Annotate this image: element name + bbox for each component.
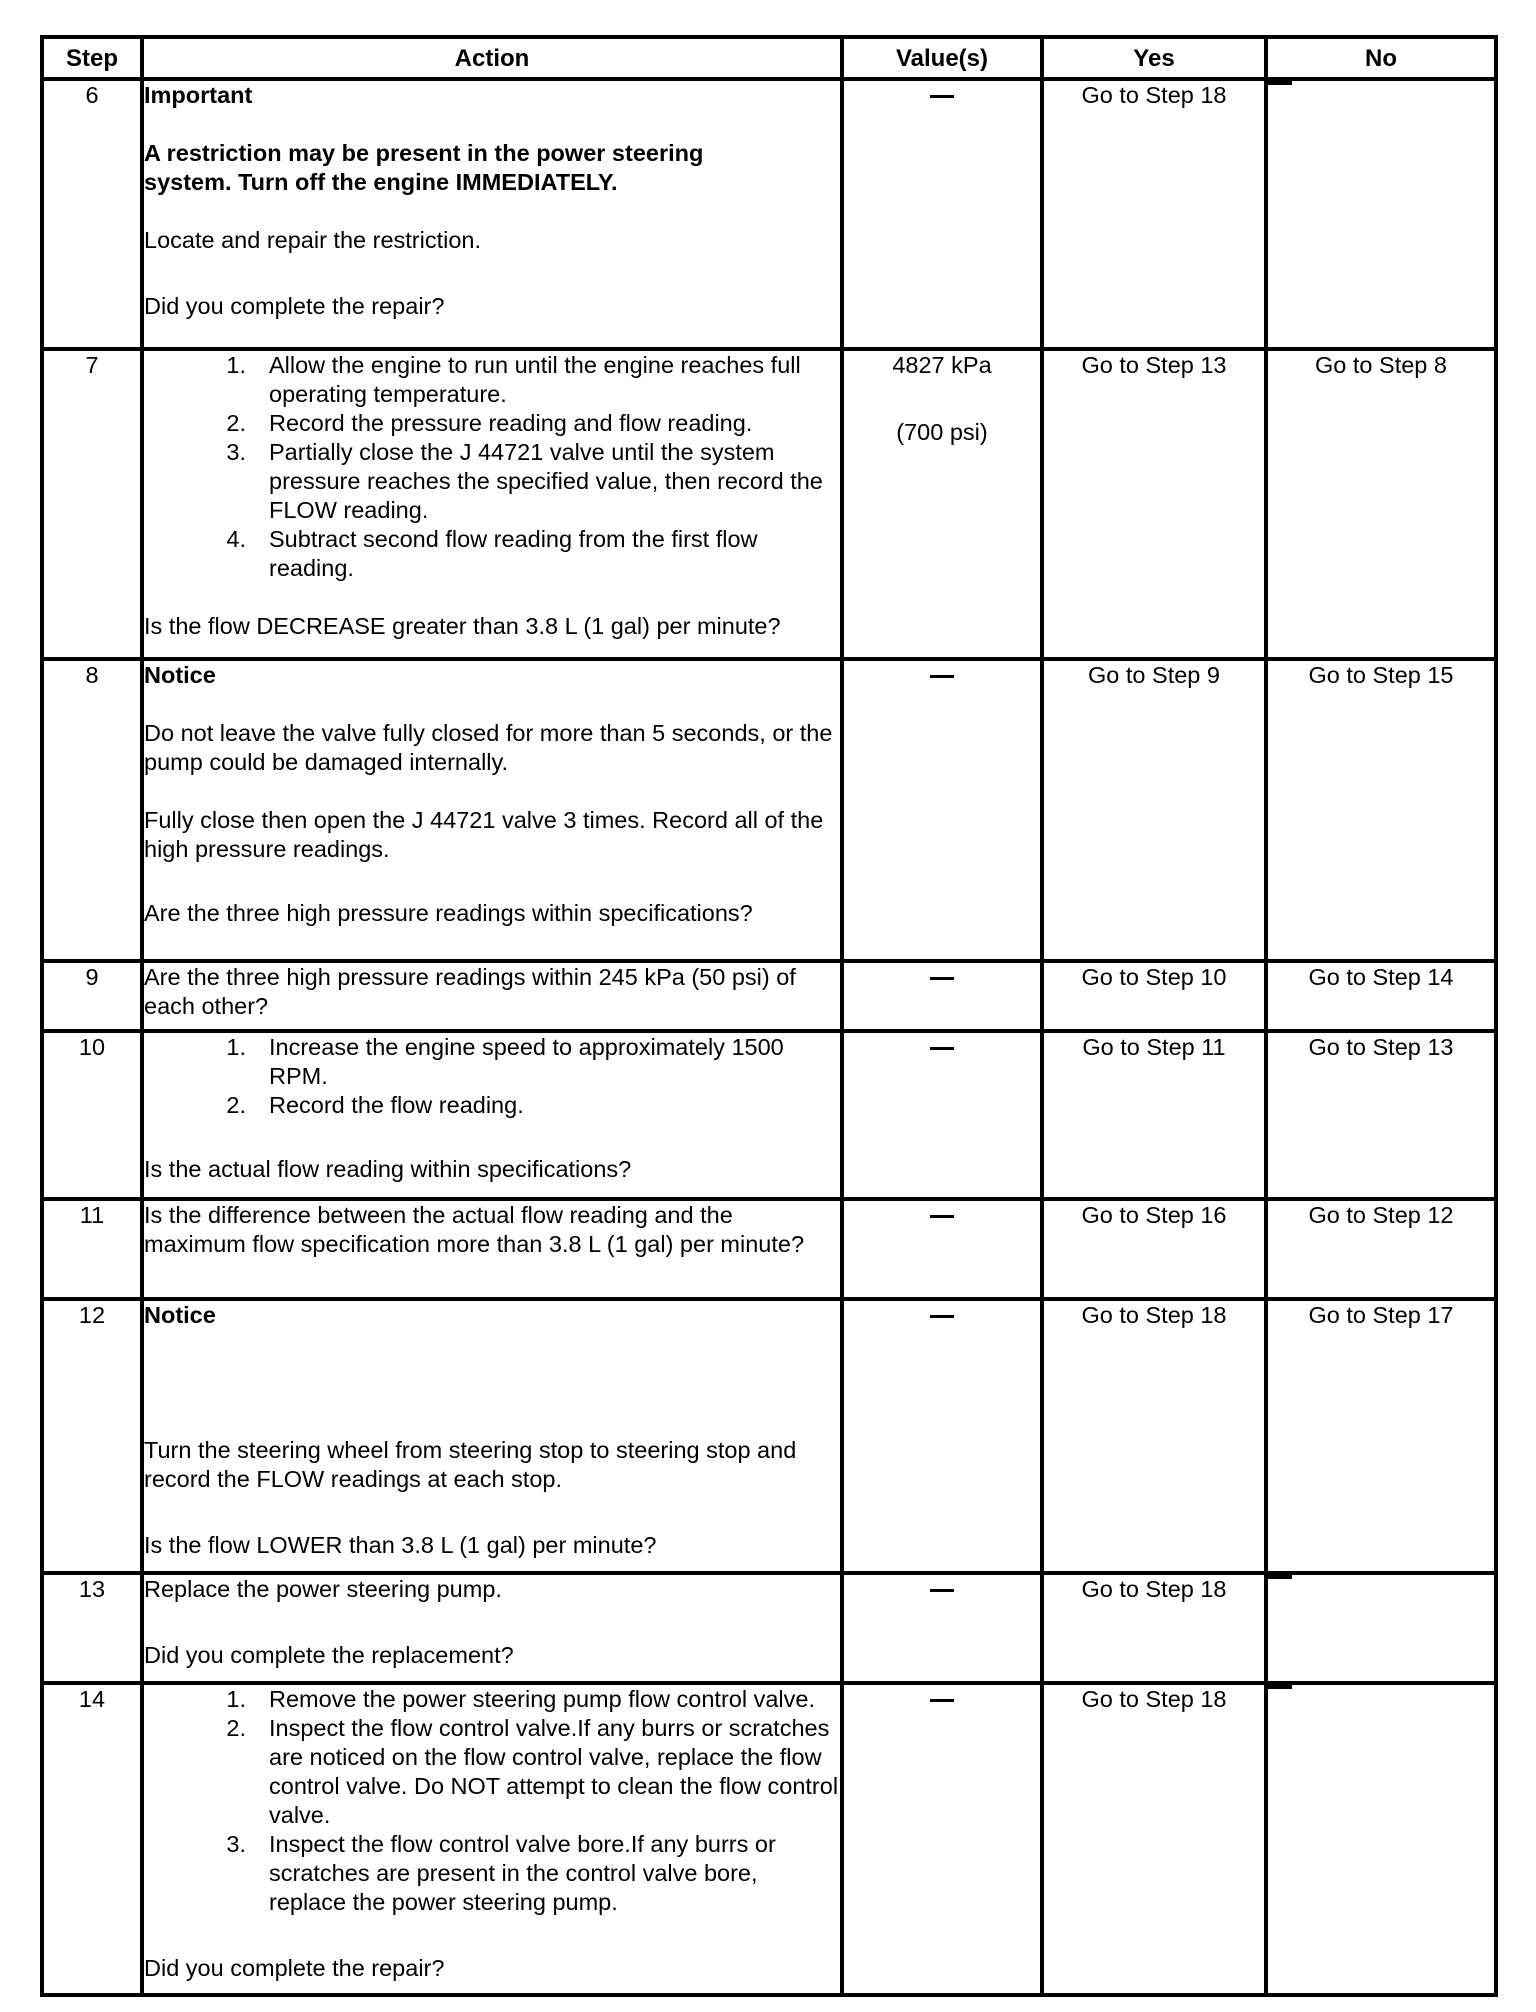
list-item bbox=[144, 1033, 840, 1091]
step-number: 6 bbox=[42, 79, 142, 349]
no-value bbox=[1268, 81, 1494, 86]
header-step: Step bbox=[42, 37, 142, 79]
step-number: 11 bbox=[42, 1199, 142, 1299]
no-cell bbox=[1266, 349, 1496, 659]
list-text: Record the flow reading. bbox=[269, 1092, 524, 1118]
table-row-step-6 bbox=[42, 79, 1496, 349]
list-number: 1. bbox=[226, 352, 246, 378]
list-number: 4. bbox=[226, 526, 246, 552]
dash-mark bbox=[1268, 1685, 1292, 1689]
yes-link[interactable]: Go to Step 18 bbox=[1081, 1576, 1227, 1602]
question-text: Is the flow DECREASE greater than 3.8 L (1 gal) per minute? bbox=[144, 613, 781, 639]
list-text: Increase the engine speed to approximately 1500 RPM. bbox=[269, 1034, 784, 1089]
question-text: Did you complete the repair? bbox=[144, 1955, 445, 1981]
no-link[interactable]: Go to Step 17 bbox=[1308, 1302, 1454, 1328]
list-item bbox=[144, 438, 840, 525]
list-number: 2. bbox=[226, 410, 246, 436]
instruction-text: Locate and repair the restriction. bbox=[144, 227, 482, 253]
action-cell bbox=[142, 79, 842, 349]
instruction-text: Fully close then open the J 44721 valve 3 times. Record all of the high pressure readings. bbox=[144, 807, 824, 862]
no-link[interactable]: Go to Step 15 bbox=[1308, 662, 1454, 688]
action-cell bbox=[142, 1031, 842, 1199]
header-row bbox=[42, 37, 1496, 79]
question-text: Is the difference between the actual flow reading and the maximum flow specification more than 3.8 L (1 gal) per minute? bbox=[144, 1202, 805, 1257]
list-text: Remove the power steering pump flow control valve. bbox=[269, 1686, 815, 1712]
value-cell bbox=[842, 1031, 1042, 1199]
no-link[interactable]: Go to Step 12 bbox=[1308, 1202, 1454, 1228]
warning-text-line-2: system. Turn off the engine IMMEDIATELY. bbox=[144, 169, 618, 195]
yes-link[interactable]: Go to Step 18 bbox=[1081, 1686, 1227, 1712]
important-label: Important bbox=[144, 82, 253, 108]
value-cell bbox=[842, 1573, 1042, 1683]
list-number: 3. bbox=[226, 1831, 246, 1857]
no-cell bbox=[1266, 659, 1496, 961]
instruction-text: Replace the power steering pump. bbox=[144, 1576, 502, 1602]
action-cell bbox=[142, 659, 842, 961]
table-row-step-7 bbox=[42, 349, 1496, 659]
dash-mark bbox=[930, 1047, 954, 1050]
value-cell bbox=[842, 659, 1042, 961]
step-14-list bbox=[144, 1685, 840, 1917]
list-text: Inspect the flow control valve bore.If any burrs or scratches are present in the control valve bore, replace the power steering pump. bbox=[269, 1831, 776, 1915]
question-text: Did you complete the repair? bbox=[144, 293, 445, 319]
yes-link[interactable]: Go to Step 10 bbox=[1081, 964, 1227, 990]
warning-text-line-1: A restriction may be present in the power steering bbox=[144, 140, 704, 166]
yes-cell bbox=[1042, 1031, 1266, 1199]
no-link[interactable]: Go to Step 14 bbox=[1308, 964, 1454, 990]
yes-cell bbox=[1042, 79, 1266, 349]
yes-link[interactable]: Go to Step 9 bbox=[1088, 662, 1220, 688]
list-text: Allow the engine to run until the engine reaches full operating temperature. bbox=[269, 352, 801, 407]
dash-mark bbox=[930, 1215, 954, 1218]
step-number: 8 bbox=[42, 659, 142, 961]
action-cell bbox=[142, 349, 842, 659]
dash-mark bbox=[1268, 81, 1292, 85]
no-cell bbox=[1266, 1573, 1496, 1683]
table-row-step-11 bbox=[42, 1199, 1496, 1299]
value-kpa: 4827 kPa bbox=[892, 352, 992, 378]
yes-link[interactable]: Go to Step 13 bbox=[1081, 352, 1227, 378]
list-text: Inspect the flow control valve.If any burrs or scratches are noticed on the flow control valve, replace the flow control valve. Do NOT attempt to clean the flow control valve. bbox=[269, 1715, 839, 1828]
list-number: 3. bbox=[226, 439, 246, 465]
value-psi: (700 psi) bbox=[896, 419, 988, 445]
value-cell bbox=[842, 961, 1042, 1031]
yes-cell bbox=[1042, 1573, 1266, 1683]
dash-mark bbox=[930, 95, 954, 98]
table-row-step-9 bbox=[42, 961, 1496, 1031]
list-number: 1. bbox=[226, 1686, 246, 1712]
step-number: 10 bbox=[42, 1031, 142, 1199]
action-cell bbox=[142, 1299, 842, 1573]
no-value bbox=[1268, 1575, 1494, 1580]
dash-mark bbox=[1268, 1575, 1292, 1579]
no-link[interactable]: Go to Step 13 bbox=[1308, 1034, 1454, 1060]
table-row-step-14 bbox=[42, 1683, 1496, 1995]
diagnostic-table bbox=[40, 35, 1498, 1997]
question-text: Is the flow LOWER than 3.8 L (1 gal) per minute? bbox=[144, 1532, 657, 1558]
action-cell bbox=[142, 1573, 842, 1683]
question-text: Are the three high pressure readings within specifications? bbox=[144, 900, 753, 926]
dash-mark bbox=[930, 1589, 954, 1592]
no-cell bbox=[1266, 1299, 1496, 1573]
list-item bbox=[144, 351, 840, 409]
dash-mark bbox=[930, 977, 954, 980]
action-cell bbox=[142, 1199, 842, 1299]
list-item bbox=[144, 1830, 840, 1917]
list-text: Partially close the J 44721 valve until the system pressure reaches the specified value, then record the FLOW reading. bbox=[269, 439, 823, 523]
list-item bbox=[144, 1685, 840, 1714]
step-number: 12 bbox=[42, 1299, 142, 1573]
no-cell bbox=[1266, 1031, 1496, 1199]
notice-label: Notice bbox=[144, 1302, 216, 1328]
yes-cell bbox=[1042, 1299, 1266, 1573]
value-cell bbox=[842, 1683, 1042, 1995]
no-cell bbox=[1266, 1683, 1496, 1995]
list-item bbox=[144, 1091, 840, 1120]
no-link[interactable]: Go to Step 8 bbox=[1315, 352, 1447, 378]
list-number: 1. bbox=[226, 1034, 246, 1060]
action-cell bbox=[142, 1683, 842, 1995]
yes-cell bbox=[1042, 961, 1266, 1031]
table-row-step-12 bbox=[42, 1299, 1496, 1573]
header-no: No bbox=[1266, 37, 1496, 79]
dash-mark bbox=[930, 675, 954, 678]
list-number: 2. bbox=[226, 1715, 246, 1741]
header-action: Action bbox=[142, 37, 842, 79]
notice-text: Do not leave the valve fully closed for more than 5 seconds, or the pump could be damaged internally. bbox=[144, 720, 833, 775]
yes-link[interactable]: Go to Step 18 bbox=[1081, 82, 1227, 108]
list-item bbox=[144, 525, 840, 583]
no-cell bbox=[1266, 961, 1496, 1031]
dash-mark bbox=[930, 1315, 954, 1318]
no-cell bbox=[1266, 1199, 1496, 1299]
value-cell bbox=[842, 1199, 1042, 1299]
header-yes: Yes bbox=[1042, 37, 1266, 79]
list-item bbox=[144, 409, 840, 438]
list-item bbox=[144, 1714, 840, 1830]
step-10-list bbox=[144, 1033, 840, 1120]
step-number: 9 bbox=[42, 961, 142, 1031]
step-7-list bbox=[144, 351, 840, 583]
dash-mark bbox=[930, 1699, 954, 1702]
list-text: Subtract second flow reading from the first flow reading. bbox=[269, 526, 758, 581]
value-cell bbox=[842, 349, 1042, 659]
notice-label: Notice bbox=[144, 662, 216, 688]
list-text: Record the pressure reading and flow reading. bbox=[269, 410, 753, 436]
yes-link[interactable]: Go to Step 16 bbox=[1081, 1202, 1227, 1228]
no-value bbox=[1268, 1685, 1494, 1690]
yes-cell bbox=[1042, 659, 1266, 961]
no-cell bbox=[1266, 79, 1496, 349]
list-number: 2. bbox=[226, 1092, 246, 1118]
yes-cell bbox=[1042, 1199, 1266, 1299]
table-row-step-10 bbox=[42, 1031, 1496, 1199]
value-cell bbox=[842, 79, 1042, 349]
step-number: 14 bbox=[42, 1683, 142, 1995]
header-values: Value(s) bbox=[842, 37, 1042, 79]
table-row-step-13 bbox=[42, 1573, 1496, 1683]
question-text: Are the three high pressure readings within 245 kPa (50 psi) of each other? bbox=[144, 964, 796, 1019]
yes-cell bbox=[1042, 349, 1266, 659]
instruction-text: Turn the steering wheel from steering stop to steering stop and record the FLOW readings at each stop. bbox=[144, 1437, 797, 1492]
table-row-step-8 bbox=[42, 659, 1496, 961]
question-text: Did you complete the replacement? bbox=[144, 1642, 514, 1668]
value-cell bbox=[842, 1299, 1042, 1573]
step-number: 13 bbox=[42, 1573, 142, 1683]
yes-link[interactable]: Go to Step 18 bbox=[1081, 1302, 1227, 1328]
yes-link[interactable]: Go to Step 11 bbox=[1082, 1034, 1226, 1060]
question-text: Is the actual flow reading within specifications? bbox=[144, 1156, 632, 1182]
step-number: 7 bbox=[42, 349, 142, 659]
action-cell bbox=[142, 961, 842, 1031]
yes-cell bbox=[1042, 1683, 1266, 1995]
